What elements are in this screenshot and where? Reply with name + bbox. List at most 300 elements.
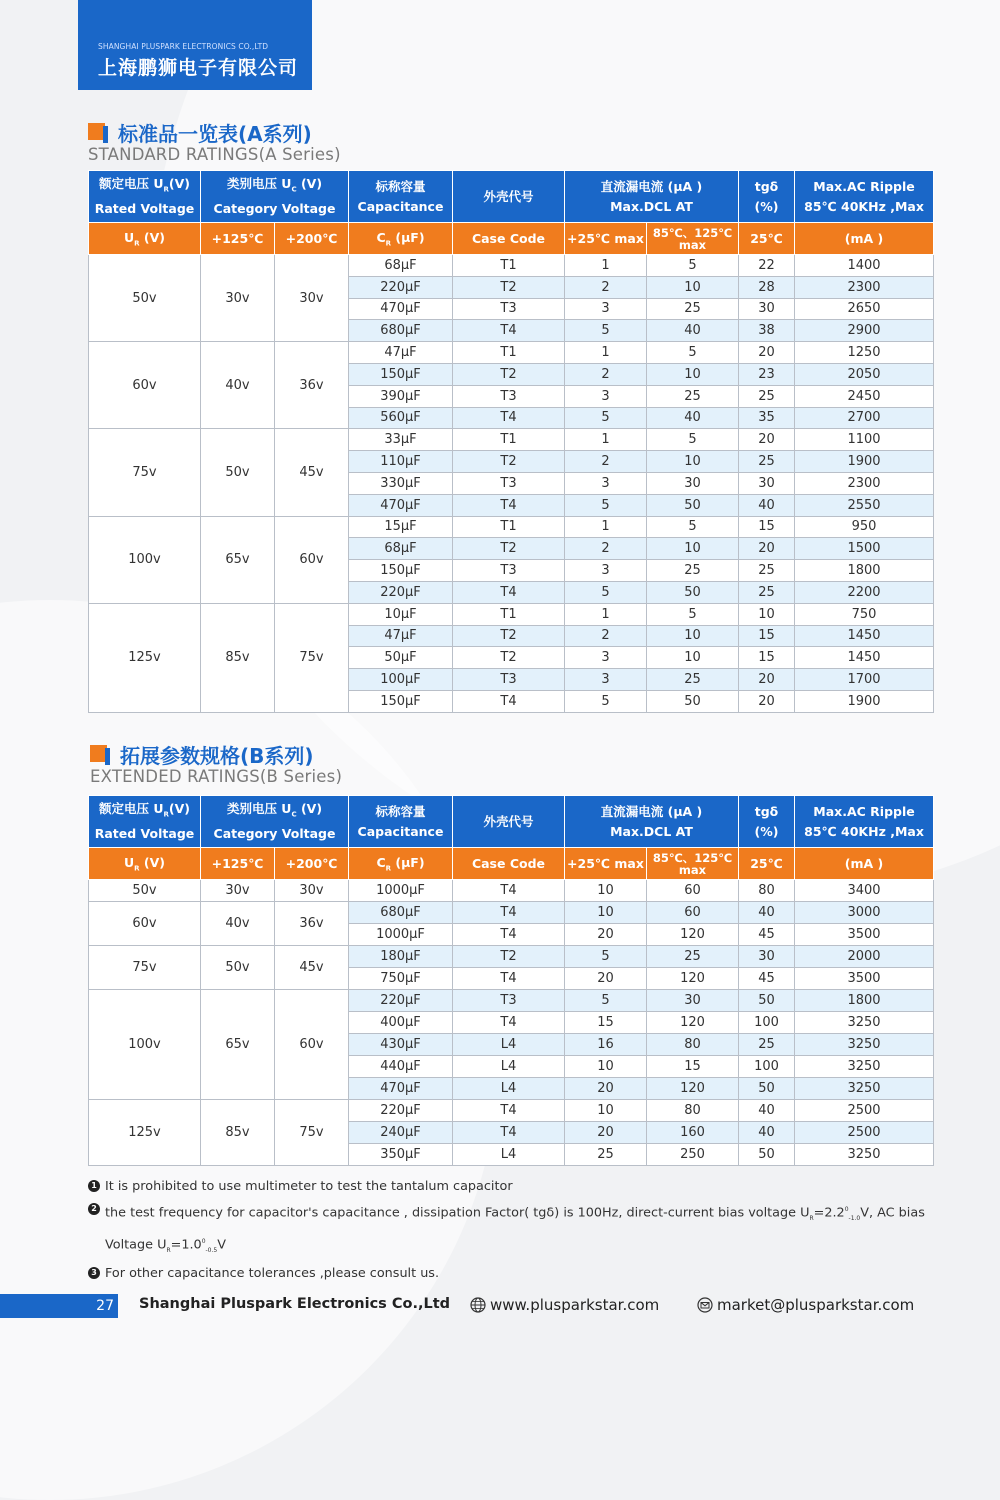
company-name-cn: 上海鹏狮电子有限公司 (98, 57, 299, 79)
cell-case-code: T4 (453, 690, 565, 712)
cell-dcl-85-125: 40 (647, 320, 739, 342)
col-header-tg: tgδ (%) (739, 796, 795, 848)
col-header-rated-voltage: 额定电压 $U_R(V)$ Rated Voltage (89, 171, 201, 223)
cell-dcl-85-125: 120 (647, 1012, 739, 1034)
cell-tg: 20 (739, 669, 795, 691)
subheader-200: +200℃ (275, 848, 349, 880)
cell-dcl-25: 16 (565, 1034, 647, 1056)
cell-t200: 75v (275, 603, 349, 712)
note-2: 2 the test frequency for capacitor's capacitance , dissipation Factor( tgδ) is 100Hz, direct-current bias voltage $U_R=2.2^0_{-1.0}V$, AC bias Voltage $U_R=1.0^0_{-0.5}V$ (88, 1198, 933, 1262)
globe-icon (470, 1297, 486, 1313)
cell-dcl-85-125: 30 (647, 472, 739, 494)
footer-email[interactable] (697, 1296, 914, 1314)
cell-t200: 45v (275, 946, 349, 990)
cell-dcl-25: 5 (565, 320, 647, 342)
section-title-b (90, 740, 314, 769)
notes (88, 1175, 933, 1285)
cell-ripple: 3400 (795, 880, 934, 902)
cell-ur: 100v (89, 516, 201, 603)
cell-dcl-25: 2 (565, 625, 647, 647)
email-link[interactable]: market@plusparkstar.com (717, 1296, 915, 1314)
cell-capacitance: 47μF (349, 342, 453, 364)
cell-dcl-25: 20 (565, 924, 647, 946)
cell-dcl-25: 5 (565, 946, 647, 968)
cell-tg: 35 (739, 407, 795, 429)
cell-case-code: T4 (453, 902, 565, 924)
cell-dcl-85-125: 80 (647, 1100, 739, 1122)
cell-t200: 30v (275, 255, 349, 342)
cell-dcl-85-125: 40 (647, 407, 739, 429)
cell-dcl-25: 10 (565, 902, 647, 924)
cell-tg: 10 (739, 603, 795, 625)
cell-case-code: T3 (453, 990, 565, 1012)
cell-t125: 65v (201, 990, 275, 1100)
cell-ur: 125v (89, 1100, 201, 1166)
cell-capacitance: 470μF (349, 1078, 453, 1100)
col-header-case: 外壳代号 (453, 171, 565, 223)
cell-ripple: 1500 (795, 538, 934, 560)
cell-case-code: T3 (453, 298, 565, 320)
cell-case-code: T1 (453, 429, 565, 451)
cell-ur: 125v (89, 603, 201, 712)
cell-capacitance: 400μF (349, 1012, 453, 1034)
cell-t125: 50v (201, 946, 275, 990)
cell-dcl-85-125: 50 (647, 581, 739, 603)
cell-case-code: T2 (453, 538, 565, 560)
cell-tg: 50 (739, 1144, 795, 1166)
cell-t125: 40v (201, 342, 275, 429)
cell-ripple: 2900 (795, 320, 934, 342)
cell-capacitance: 10μF (349, 603, 453, 625)
cell-dcl-25: 1 (565, 255, 647, 277)
cell-case-code: T2 (453, 451, 565, 473)
cell-tg: 15 (739, 516, 795, 538)
cell-dcl-85-125: 120 (647, 924, 739, 946)
cell-dcl-85-125: 250 (647, 1144, 739, 1166)
note-number-icon: 2 (88, 1203, 100, 1215)
col-header-capacitance: 标称容量 Capacitance (349, 796, 453, 848)
section-subtitle-a: STANDARD RATINGS(A Series) (88, 145, 341, 164)
cell-ripple: 2550 (795, 494, 934, 516)
col-header-tg: tgδ (%) (739, 171, 795, 223)
cell-capacitance: 1000μF (349, 924, 453, 946)
cell-tg: 25 (739, 451, 795, 473)
cell-dcl-25: 2 (565, 276, 647, 298)
cell-case-code: T4 (453, 407, 565, 429)
cell-ur: 75v (89, 429, 201, 516)
cell-tg: 80 (739, 880, 795, 902)
cell-dcl-25: 5 (565, 407, 647, 429)
cell-tg: 40 (739, 1122, 795, 1144)
cell-dcl-85-125: 10 (647, 538, 739, 560)
cell-tg: 30 (739, 472, 795, 494)
cell-tg: 22 (739, 255, 795, 277)
cell-tg: 25 (739, 560, 795, 582)
cell-dcl-85-125: 60 (647, 880, 739, 902)
cell-ripple: 750 (795, 603, 934, 625)
page-number: 27 (0, 1294, 118, 1318)
subheader-ur: $U_R$ (V) (89, 223, 201, 255)
table-row (89, 902, 934, 924)
cell-case-code: L4 (453, 1034, 565, 1056)
table-row (89, 255, 934, 277)
cell-tg: 25 (739, 385, 795, 407)
cell-ur: 75v (89, 946, 201, 990)
cell-dcl-25: 3 (565, 669, 647, 691)
cell-dcl-25: 20 (565, 1122, 647, 1144)
cell-capacitance: 150μF (349, 363, 453, 385)
section-title-b-cn: 拓展参数规格(B系列) (120, 744, 314, 768)
subheader-tg25: 25℃ (739, 848, 795, 880)
cell-capacitance: 240μF (349, 1122, 453, 1144)
cell-t200: 30v (275, 880, 349, 902)
cell-capacitance: 110μF (349, 451, 453, 473)
cell-ripple: 950 (795, 516, 934, 538)
cell-ripple: 2300 (795, 472, 934, 494)
cell-capacitance: 560μF (349, 407, 453, 429)
cell-tg: 25 (739, 581, 795, 603)
cell-ripple: 3250 (795, 1012, 934, 1034)
table-row (89, 429, 934, 451)
subheader-ur: $U_R$ (V) (89, 848, 201, 880)
subheader-ma: (mA ) (795, 848, 934, 880)
cell-dcl-85-125: 160 (647, 1122, 739, 1144)
cell-ripple: 3250 (795, 1056, 934, 1078)
subheader-dcl85: 85℃、125℃ max (647, 848, 739, 880)
subheader-case-code: Case Code (453, 223, 565, 255)
cell-dcl-25: 10 (565, 1100, 647, 1122)
cell-case-code: T2 (453, 276, 565, 298)
cell-dcl-25: 3 (565, 560, 647, 582)
cell-t125: 30v (201, 880, 275, 902)
cell-ripple: 1400 (795, 255, 934, 277)
cell-ripple: 1900 (795, 690, 934, 712)
cell-dcl-85-125: 120 (647, 968, 739, 990)
subheader-125: +125℃ (201, 223, 275, 255)
cell-t125: 40v (201, 902, 275, 946)
col-header-rated-voltage: 额定电压 $U_R(V)$ Rated Voltage (89, 796, 201, 848)
cell-capacitance: 1000μF (349, 880, 453, 902)
cell-dcl-25: 2 (565, 538, 647, 560)
cell-t200: 36v (275, 342, 349, 429)
cell-dcl-85-125: 25 (647, 946, 739, 968)
cell-capacitance: 350μF (349, 1144, 453, 1166)
cell-case-code: T1 (453, 516, 565, 538)
table-row (89, 946, 934, 968)
cell-capacitance: 430μF (349, 1034, 453, 1056)
cell-capacitance: 180μF (349, 946, 453, 968)
cell-ripple: 1900 (795, 451, 934, 473)
cell-ripple: 2500 (795, 1122, 934, 1144)
cell-dcl-85-125: 80 (647, 1034, 739, 1056)
cell-dcl-85-125: 10 (647, 625, 739, 647)
cell-case-code: T2 (453, 363, 565, 385)
subheader-200: +200℃ (275, 223, 349, 255)
cell-dcl-85-125: 5 (647, 429, 739, 451)
cell-dcl-85-125: 25 (647, 385, 739, 407)
cell-dcl-25: 5 (565, 690, 647, 712)
cell-t200: 45v (275, 429, 349, 516)
cell-capacitance: 680μF (349, 902, 453, 924)
cell-tg: 40 (739, 902, 795, 924)
cell-tg: 30 (739, 946, 795, 968)
cell-capacitance: 68μF (349, 255, 453, 277)
cell-dcl-85-125: 25 (647, 669, 739, 691)
cell-tg: 20 (739, 538, 795, 560)
subheader-tg25: 25℃ (739, 223, 795, 255)
cell-case-code: L4 (453, 1078, 565, 1100)
cell-case-code: T4 (453, 1012, 565, 1034)
table-row (89, 990, 934, 1012)
cell-tg: 20 (739, 690, 795, 712)
cell-capacitance: 47μF (349, 625, 453, 647)
subheader-case-code: Case Code (453, 848, 565, 880)
note-number-icon: 1 (88, 1180, 100, 1192)
cell-dcl-25: 1 (565, 516, 647, 538)
cell-tg: 50 (739, 1078, 795, 1100)
cell-case-code: T4 (453, 320, 565, 342)
cell-dcl-25: 5 (565, 581, 647, 603)
cell-ripple: 2200 (795, 581, 934, 603)
cell-tg: 100 (739, 1012, 795, 1034)
cell-t125: 65v (201, 516, 275, 603)
cell-dcl-25: 1 (565, 603, 647, 625)
table-row (89, 880, 934, 902)
cell-capacitance: 680μF (349, 320, 453, 342)
cell-capacitance: 68μF (349, 538, 453, 560)
cell-case-code: T4 (453, 968, 565, 990)
cell-case-code: T2 (453, 647, 565, 669)
cell-ripple: 1250 (795, 342, 934, 364)
col-header-capacitance: 标称容量 Capacitance (349, 171, 453, 223)
cell-dcl-85-125: 5 (647, 342, 739, 364)
col-header-dcl: 直流漏电流 (μA ) Max.DCL AT (565, 171, 739, 223)
cell-ripple: 3000 (795, 902, 934, 924)
cell-dcl-85-125: 5 (647, 516, 739, 538)
cell-ripple: 2700 (795, 407, 934, 429)
cell-t200: 60v (275, 990, 349, 1100)
cell-capacitance: 750μF (349, 968, 453, 990)
note-1: 1 It is prohibited to use multimeter to test the tantalum capacitor (88, 1175, 933, 1198)
cell-capacitance: 33μF (349, 429, 453, 451)
cell-dcl-85-125: 30 (647, 990, 739, 1012)
cell-dcl-85-125: 10 (647, 647, 739, 669)
table-row (89, 603, 934, 625)
col-header-category-voltage: 类别电压 $U_C$ (V) Category Voltage (201, 796, 349, 848)
cell-ripple: 3250 (795, 1034, 934, 1056)
cell-tg: 25 (739, 1034, 795, 1056)
cell-dcl-85-125: 5 (647, 603, 739, 625)
subheader-cr: $C_R$ (μF) (349, 848, 453, 880)
cell-case-code: T3 (453, 385, 565, 407)
cell-tg: 30 (739, 298, 795, 320)
subheader-dcl85: 85℃、125℃ max (647, 223, 739, 255)
mail-icon (697, 1297, 713, 1313)
cell-case-code: T3 (453, 669, 565, 691)
col-header-dcl: 直流漏电流 (μA ) Max.DCL AT (565, 796, 739, 848)
cell-capacitance: 470μF (349, 298, 453, 320)
cell-ur: 100v (89, 990, 201, 1100)
website-link[interactable]: www.plusparkstar.com (490, 1296, 660, 1314)
table-row (89, 516, 934, 538)
subheader-cr: $C_R$ (μF) (349, 223, 453, 255)
cell-ripple: 1450 (795, 625, 934, 647)
cell-t125: 30v (201, 255, 275, 342)
cell-case-code: T4 (453, 880, 565, 902)
cell-capacitance: 220μF (349, 276, 453, 298)
cell-ripple: 3250 (795, 1078, 934, 1100)
cell-case-code: T1 (453, 603, 565, 625)
cell-ripple: 2300 (795, 276, 934, 298)
cell-capacitance: 440μF (349, 1056, 453, 1078)
cell-ripple: 2500 (795, 1100, 934, 1122)
cell-dcl-25: 5 (565, 494, 647, 516)
cell-case-code: T2 (453, 946, 565, 968)
cell-dcl-85-125: 25 (647, 560, 739, 582)
cell-dcl-25: 10 (565, 880, 647, 902)
cell-t125: 50v (201, 429, 275, 516)
subheader-ma: (mA ) (795, 223, 934, 255)
cell-dcl-25: 1 (565, 429, 647, 451)
col-header-case: 外壳代号 (453, 796, 565, 848)
section-title-a (88, 118, 312, 147)
footer-website[interactable] (470, 1296, 659, 1314)
cell-ripple: 1100 (795, 429, 934, 451)
cell-capacitance: 100μF (349, 669, 453, 691)
section-square-icon (90, 745, 110, 765)
cell-case-code: L4 (453, 1056, 565, 1078)
cell-tg: 50 (739, 990, 795, 1012)
cell-case-code: T3 (453, 472, 565, 494)
cell-case-code: T4 (453, 1100, 565, 1122)
cell-dcl-25: 3 (565, 472, 647, 494)
cell-case-code: T4 (453, 494, 565, 516)
cell-dcl-25: 2 (565, 363, 647, 385)
cell-dcl-85-125: 10 (647, 451, 739, 473)
cell-case-code: T4 (453, 1122, 565, 1144)
section-subtitle-b: EXTENDED RATINGS(B Series) (90, 767, 343, 786)
cell-t200: 60v (275, 516, 349, 603)
cell-ripple: 1800 (795, 990, 934, 1012)
cell-tg: 40 (739, 1100, 795, 1122)
cell-capacitance: 150μF (349, 690, 453, 712)
cell-tg: 45 (739, 968, 795, 990)
note-number-icon: 3 (88, 1267, 100, 1279)
cell-ripple: 3500 (795, 924, 934, 946)
cell-dcl-85-125: 10 (647, 276, 739, 298)
cell-ripple: 1700 (795, 669, 934, 691)
cell-dcl-85-125: 5 (647, 255, 739, 277)
cell-capacitance: 470μF (349, 494, 453, 516)
cell-ripple: 2450 (795, 385, 934, 407)
cell-ripple: 3500 (795, 968, 934, 990)
cell-ripple: 1450 (795, 647, 934, 669)
cell-t200: 75v (275, 1100, 349, 1166)
cell-capacitance: 15μF (349, 516, 453, 538)
cell-capacitance: 50μF (349, 647, 453, 669)
note-3: 3 For other capacitance tolerances ,please consult us. (88, 1262, 933, 1285)
table-row (89, 342, 934, 364)
subheader-dcl25: +25℃ max (565, 848, 647, 880)
cell-ur: 60v (89, 342, 201, 429)
footer (0, 1294, 1000, 1318)
cell-tg: 100 (739, 1056, 795, 1078)
footer-company: Shanghai Pluspark Electronics Co.,Ltd (139, 1296, 451, 1312)
cell-t200: 36v (275, 902, 349, 946)
cell-dcl-85-125: 25 (647, 298, 739, 320)
cell-dcl-25: 2 (565, 451, 647, 473)
cell-ur: 60v (89, 902, 201, 946)
standard-ratings-table (88, 170, 934, 713)
cell-t125: 85v (201, 603, 275, 712)
cell-ur: 50v (89, 880, 201, 902)
company-name-en: SHANGHAI PLUSPARK ELECTRONICS CO.,LTD (98, 42, 269, 51)
cell-dcl-25: 15 (565, 1012, 647, 1034)
cell-tg: 15 (739, 647, 795, 669)
cell-case-code: T4 (453, 924, 565, 946)
cell-capacitance: 220μF (349, 990, 453, 1012)
cell-ripple: 2650 (795, 298, 934, 320)
cell-dcl-85-125: 15 (647, 1056, 739, 1078)
subheader-dcl25: +25℃ max (565, 223, 647, 255)
cell-tg: 20 (739, 342, 795, 364)
section-square-icon (88, 123, 108, 143)
cell-ripple: 2050 (795, 363, 934, 385)
cell-ur: 50v (89, 255, 201, 342)
cell-t125: 85v (201, 1100, 275, 1166)
cell-dcl-25: 20 (565, 1078, 647, 1100)
cell-dcl-25: 3 (565, 298, 647, 320)
cell-ripple: 2000 (795, 946, 934, 968)
section-title-a-cn: 标准品一览表(A系列) (118, 122, 312, 146)
cell-dcl-85-125: 50 (647, 494, 739, 516)
col-header-ripple: Max.AC Ripple 85℃ 40KHz ,Max (795, 796, 934, 848)
cell-dcl-85-125: 50 (647, 690, 739, 712)
cell-dcl-25: 20 (565, 968, 647, 990)
cell-capacitance: 150μF (349, 560, 453, 582)
subheader-125: +125℃ (201, 848, 275, 880)
cell-dcl-25: 25 (565, 1144, 647, 1166)
extended-ratings-table (88, 795, 934, 1166)
cell-dcl-85-125: 60 (647, 902, 739, 924)
cell-capacitance: 330μF (349, 472, 453, 494)
cell-dcl-25: 3 (565, 647, 647, 669)
cell-case-code: L4 (453, 1144, 565, 1166)
table-row (89, 1100, 934, 1122)
cell-case-code: T2 (453, 625, 565, 647)
cell-tg: 23 (739, 363, 795, 385)
cell-tg: 20 (739, 429, 795, 451)
cell-dcl-85-125: 10 (647, 363, 739, 385)
cell-dcl-25: 1 (565, 342, 647, 364)
cell-case-code: T1 (453, 342, 565, 364)
cell-dcl-25: 10 (565, 1056, 647, 1078)
cell-case-code: T4 (453, 581, 565, 603)
cell-tg: 45 (739, 924, 795, 946)
cell-capacitance: 220μF (349, 1100, 453, 1122)
cell-dcl-25: 3 (565, 385, 647, 407)
cell-capacitance: 390μF (349, 385, 453, 407)
cell-case-code: T3 (453, 560, 565, 582)
cell-ripple: 3250 (795, 1144, 934, 1166)
cell-capacitance: 220μF (349, 581, 453, 603)
cell-tg: 15 (739, 625, 795, 647)
col-header-ripple: Max.AC Ripple 85℃ 40KHz ,Max (795, 171, 934, 223)
col-header-category-voltage: 类别电压 $U_C$ (V) Category Voltage (201, 171, 349, 223)
cell-tg: 38 (739, 320, 795, 342)
cell-dcl-25: 5 (565, 990, 647, 1012)
cell-ripple: 1800 (795, 560, 934, 582)
